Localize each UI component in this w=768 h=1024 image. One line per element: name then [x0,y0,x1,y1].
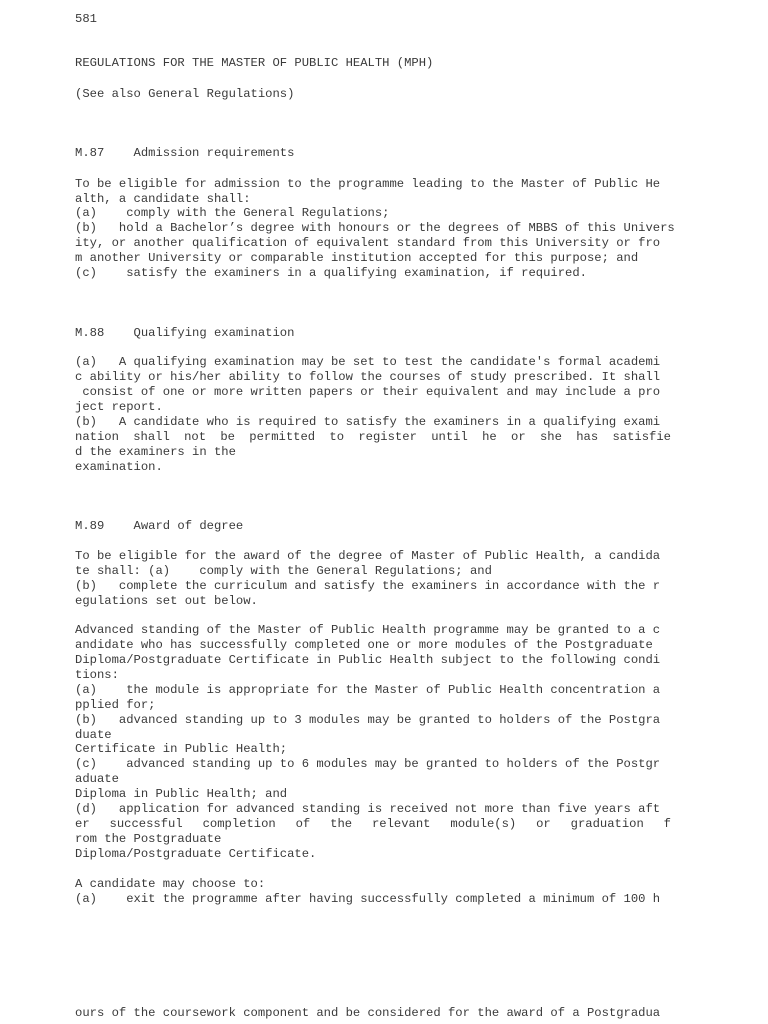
m88-line: examination. [75,460,163,474]
m89-line: Diploma/Postgraduate Certificate. [75,847,317,861]
m87-line: (a) comply with the General Regulations; [75,206,390,220]
m89-line: duate [75,728,112,742]
m89-line: te shall: (a) comply with the General Regulations; and [75,564,492,578]
m87-line: alth, a candidate shall: [75,192,251,206]
section-heading-m89: M.89 Award of degree [75,519,244,533]
m89-line: (a) exit the programme after having successfully completed a minimum of 100 h [75,892,661,906]
m88-line: nation shall not be permitted to register until he or she has satisfie [75,430,671,444]
m88-line: d the examiners in the [75,445,236,459]
see-also-note: (See also General Regulations) [75,87,295,101]
m88-line: c ability or his/her ability to follow the courses of study prescribed. It shall [75,370,661,384]
m89-line: (b) complete the curriculum and satisfy the examiners in accordance with the r [75,579,661,593]
m89-line: (b) advanced standing up to 3 modules may be granted to holders of the Postgra [75,713,661,727]
m89-line: aduate [75,772,119,786]
m89-line: er successful completion of the relevant module(s) or graduation f [75,817,671,831]
m88-line: consist of one or more written papers or their equivalent and may include a pro [75,385,661,399]
m87-line: m another University or comparable institution accepted for this purpose; and [75,251,639,265]
m87-line: To be eligible for admission to the programme leading to the Master of Public He [75,177,661,191]
m89-line: rom the Postgraduate [75,832,222,846]
m89-line: (c) advanced standing up to 6 modules may be granted to holders of the Postgr [75,757,661,771]
m89-line: Advanced standing of the Master of Public Health programme may be granted to a c [75,623,661,637]
section-heading-m88: M.88 Qualifying examination [75,326,295,340]
m89-line: egulations set out below. [75,594,258,608]
m89-line: (d) application for advanced standing is received not more than five years aft [75,802,661,816]
m89-line: To be eligible for the award of the degree of Master of Public Health, a candida [75,549,661,563]
m87-line: (c) satisfy the examiners in a qualifying examination, if required. [75,266,587,280]
document-title: REGULATIONS FOR THE MASTER OF PUBLIC HEALTH (MPH) [75,56,434,70]
m88-line: ject report. [75,400,163,414]
page-number: 581 [75,12,97,26]
m89-line: ours of the coursework component and be considered for the award of a Postgradua [75,1006,661,1020]
m89-line: Certificate in Public Health; [75,742,288,756]
m87-line: (b) hold a Bachelor’s degree with honours or the degrees of MBBS of this Univers [75,221,675,235]
m88-line: (a) A qualifying examination may be set to test the candidate's formal academi [75,355,661,369]
section-heading-m87: M.87 Admission requirements [75,146,295,160]
m89-line: tions: [75,668,119,682]
m89-line: pplied for; [75,698,156,712]
m89-line: Diploma in Public Health; and [75,787,288,801]
m89-line: (a) the module is appropriate for the Master of Public Health concentration a [75,683,661,697]
m88-line: (b) A candidate who is required to satisfy the examiners in a qualifying exami [75,415,661,429]
m89-line: Diploma/Postgraduate Certificate in Public Health subject to the following condi [75,653,661,667]
m89-line: andidate who has successfully completed one or more modules of the Postgraduate [75,638,653,652]
m87-line: ity, or another qualification of equivalent standard from this University or fro [75,236,661,250]
m89-line: A candidate may choose to: [75,877,266,891]
